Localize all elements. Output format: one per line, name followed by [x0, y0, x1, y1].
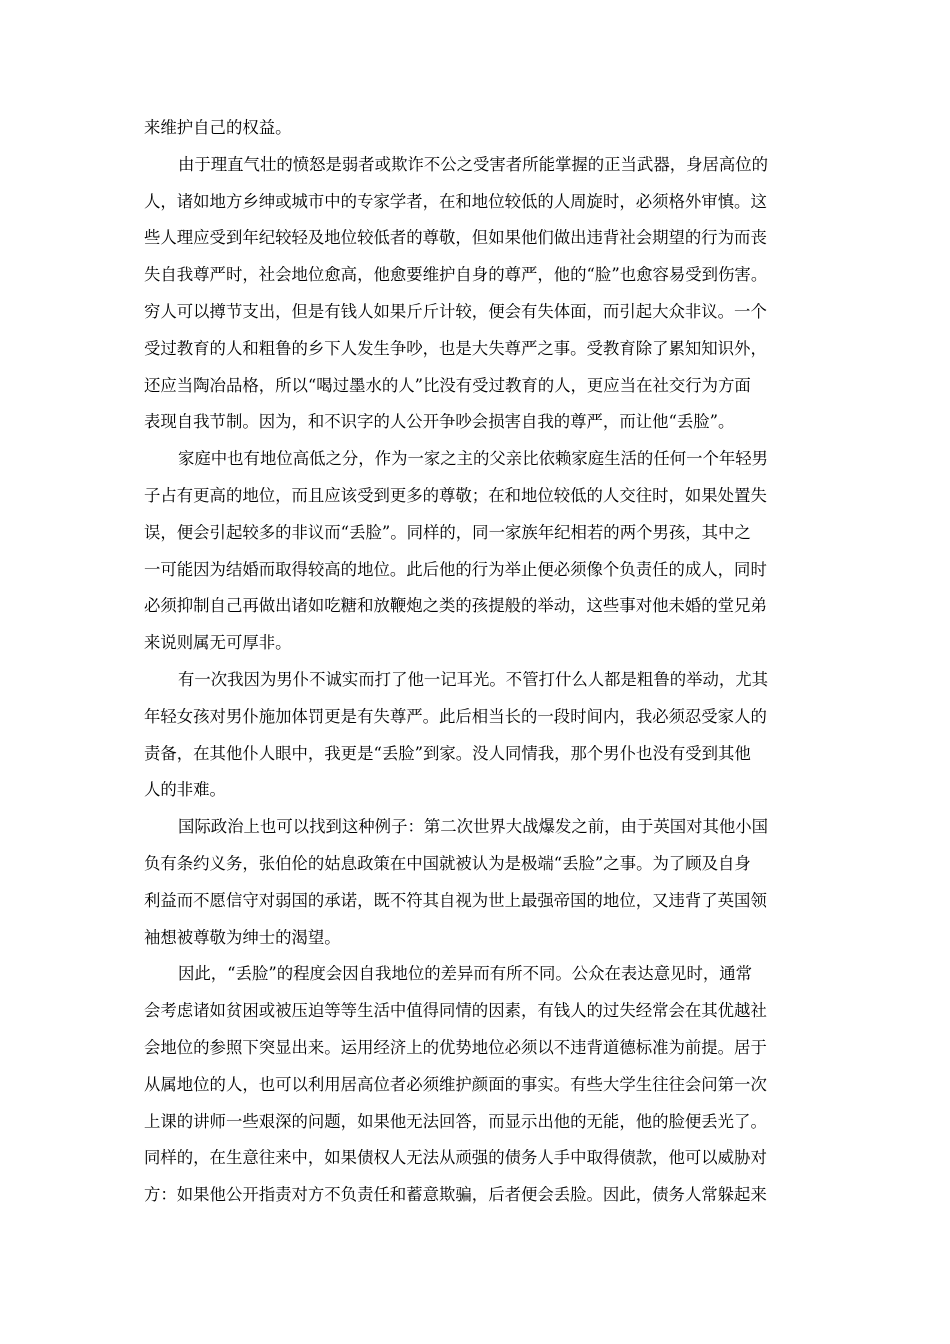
text-line: 上课的讲师一些艰深的问题，如果他无法回答，而显示出他的无能，他的脸便丢光了。	[144, 1111, 767, 1131]
text-line: 袖想被尊敬为绅士的渴望。	[144, 927, 341, 947]
text-line: 国际政治上也可以找到这种例子：第二次世界大战爆发之前，由于英国对其他小国	[178, 817, 769, 837]
text-line: 些人理应受到年纪较轻及地位较低者的尊敬，但如果他们做出违背社会期望的行为而丧	[144, 228, 767, 248]
text-line: 来说则属无可厚非。	[144, 633, 292, 653]
text-line: 负有条约义务，张伯伦的姑息政策在中国就被认为是极端“丢脸”之事。为了顾及自身	[144, 853, 751, 873]
text-line: 家庭中也有地位高低之分，作为一家之主的父亲比依赖家庭生活的任何一个年轻男	[178, 449, 769, 469]
text-line: 受过教育的人和粗鲁的乡下人发生争吵，也是大失尊严之事。受教育除了累知知识外，	[144, 338, 767, 358]
text-line: 同样的，在生意往来中，如果债权人无法从顽强的债务人手中取得债款，他可以威胁对	[144, 1148, 767, 1168]
text-line: 还应当陶冶品格，所以“喝过墨水的人”比没有受过教育的人，更应当在社交行为方面	[144, 375, 751, 395]
text-line: 子占有更高的地位，而且应该受到更多的尊敬；在和地位较低的人交往时，如果处置失	[144, 485, 767, 505]
document-page	[144, 110, 808, 1214]
text-line: 失自我尊严时，社会地位愈高，他愈要维护自身的尊严，他的“脸”也愈容易受到伤害。	[144, 265, 768, 285]
text-line: 由于理直气壮的愤怒是弱者或欺诈不公之受害者所能掌握的正当武器，身居高位的	[178, 154, 769, 174]
text-line: 因此，“丢脸”的程度会因自我地位的差异而有所不同。公众在表达意见时，通常	[178, 964, 753, 984]
text-line: 年轻女孩对男仆施加体罚更是有失尊严。此后相当长的一段时间内，我必须忍受家人的	[144, 706, 767, 726]
text-line: 必须抑制自己再做出诸如吃糖和放鞭炮之类的孩提般的举动，这些事对他未婚的堂兄弟	[144, 596, 767, 616]
text-line: 人，诸如地方乡绅或城市中的专家学者，在和地位较低的人周旋时，必须格外审慎。这	[144, 191, 767, 211]
text-line: 会考虑诸如贫困或被压迫等等生活中值得同情的因素，有钱人的过失经常会在其优越社	[144, 1001, 767, 1021]
text-line: 表现自我节制。因为，和不识字的人公开争吵会损害自我的尊严，而让他“丢脸”。	[144, 412, 735, 432]
text-line: 人的非难。	[144, 780, 226, 800]
text-line: 误，便会引起较多的非议而“丢脸”。同样的，同一家族年纪相若的两个男孩，其中之	[144, 522, 751, 542]
text-line: 会地位的参照下突显出来。运用经济上的优势地位必须以不违背道德标准为前提。居于	[144, 1037, 767, 1057]
text-line: 从属地位的人，也可以利用居高位者必须维护颜面的事实。有些大学生往往会问第一次	[144, 1074, 767, 1094]
text-line: 责备，在其他仆人眼中，我更是“丢脸”到家。没人同情我，那个男仆也没有受到其他	[144, 743, 751, 763]
text-line: 一可能因为结婚而取得较高的地位。此后他的行为举止便必须像个负责任的成人，同时	[144, 559, 767, 579]
text-line: 来维护自己的权益。	[144, 118, 292, 137]
text-line: 穷人可以撙节支出，但是有钱人如果斤斤计较，便会有失体面，而引起大众非议。一个	[144, 301, 767, 321]
text-line: 方：如果他公开指责对方不负责任和蓄意欺骗，后者便会丢脸。因此，债务人常躲起来	[144, 1185, 767, 1205]
text-line: 有一次我因为男仆不诚实而打了他一记耳光。不管打什么人都是粗鲁的举动，尤其	[178, 669, 769, 689]
text-line: 利益而不愿信守对弱国的承诺，既不符其自视为世上最强帝国的地位，又违背了英国领	[144, 890, 767, 910]
